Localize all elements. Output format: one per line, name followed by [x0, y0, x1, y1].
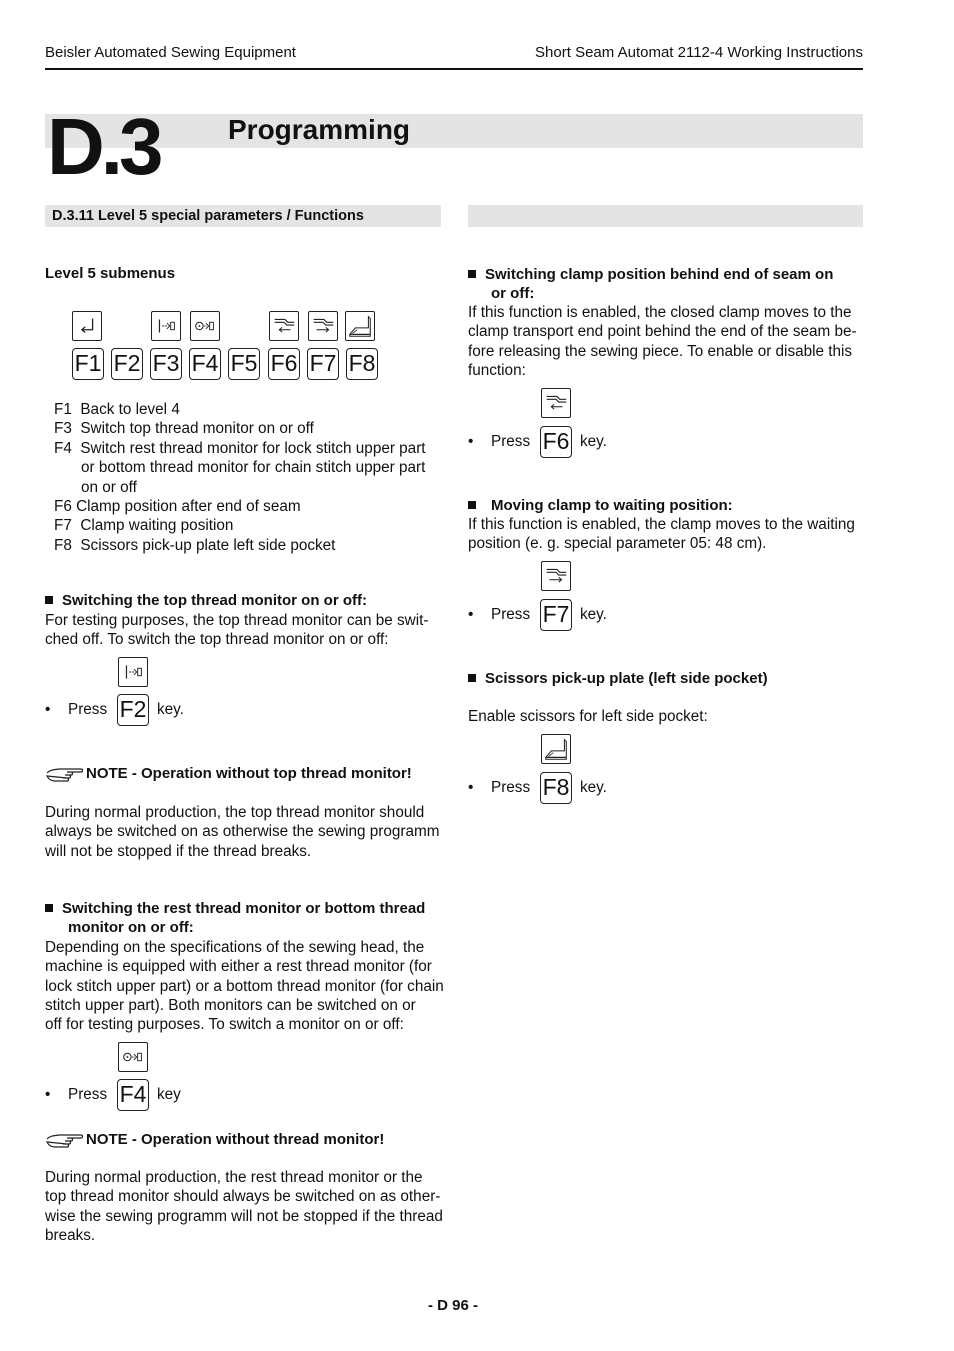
function-item: F4 Switch rest thread monitor for lock stitch upper part: [54, 439, 426, 457]
key-f4[interactable]: F4: [189, 348, 221, 380]
rest-monitor-suffix: key: [157, 1086, 181, 1103]
note1-heading: NOTE - Operation without top thread monitor!: [86, 765, 412, 782]
rest-monitor-body: Depending on the specifications of the sewing head, the machine is equipped with either a rest thread monitor (for lock stitch upper part) or a bottom thread monitor (for chain stitch upper part). Both monitors can be switched on or off for testing purposes. To switch a monitor on or off:: [45, 939, 444, 1034]
top-monitor-suffix: key.: [157, 701, 184, 718]
scissors-bullet: •: [468, 779, 474, 796]
key-f7[interactable]: F7: [307, 348, 339, 380]
rest-thread-monitor-icon: [190, 311, 220, 341]
key-f4[interactable]: F4: [117, 1079, 149, 1111]
return-icon: [72, 311, 102, 341]
clamp-wait-body: If this function is enabled, the clamp moves to the waiting position (e. g. special parameter 05: 48 cm).: [468, 516, 855, 553]
rest-thread-monitor-icon: [118, 1042, 148, 1072]
note2-body: During normal production, the rest thread monitor or the top thread monitor should always be switched on as other- wise the sewing programm will not be stopped if the thread breaks.: [45, 1169, 443, 1244]
scissors-plate-icon: [345, 311, 375, 341]
scissors-plate-icon: [541, 734, 571, 764]
key-f8[interactable]: F8: [346, 348, 378, 380]
top-monitor-heading: Switching the top thread monitor on or off:: [45, 591, 445, 610]
chapter-band: [45, 114, 863, 148]
top-thread-monitor-icon: [118, 657, 148, 687]
function-item: F6 Clamp position after end of seam: [54, 498, 301, 516]
submenus-heading: Level 5 submenus: [45, 265, 176, 282]
scissors-heading: Scissors pick-up plate (left side pocket): [468, 669, 868, 688]
clamp-end-heading: Switching clamp position behind end of seam on or off:: [468, 265, 891, 304]
clamp-wait-bullet: •: [468, 606, 474, 623]
clamp-end-press: Press: [491, 433, 531, 450]
header-rule: [45, 68, 863, 70]
rest-monitor-bullet: •: [45, 1086, 51, 1103]
rest-monitor-heading: Switching the rest thread monitor or bottom thread monitor on or off:: [45, 899, 468, 938]
clamp-end-position-icon: [269, 311, 299, 341]
clamp-wait-press: Press: [491, 606, 531, 623]
function-item: F7 Clamp waiting position: [54, 517, 234, 535]
clamp-end-body: If this function is enabled, the closed clamp moves to the clamp transport end point behind the end of the seam be- fore releasing the sewing piece. To enable or disable this function:: [468, 304, 857, 379]
top-monitor-press: Press: [68, 701, 108, 718]
key-f6[interactable]: F6: [268, 348, 300, 380]
clamp-waiting-icon: [541, 561, 571, 591]
chapter-number: D.3: [47, 102, 160, 191]
pointing-hand-icon: [45, 1130, 85, 1150]
clamp-waiting-icon: [308, 311, 338, 341]
function-item: F3 Switch top thread monitor on or off: [54, 420, 314, 438]
header-left: Beisler Automated Sewing Equipment: [45, 44, 296, 61]
key-f1[interactable]: F1: [72, 348, 104, 380]
clamp-end-suffix: key.: [580, 433, 607, 450]
pointing-hand-icon: [45, 764, 85, 784]
function-item: F1 Back to level 4: [54, 401, 180, 418]
clamp-wait-suffix: key.: [580, 606, 607, 623]
scissors-suffix: key.: [580, 779, 607, 796]
chapter-title: Programming: [228, 114, 411, 145]
top-thread-monitor-icon: [151, 311, 181, 341]
function-item: F8 Scissors pick-up plate left side pocket: [54, 536, 336, 554]
clamp-wait-heading: Moving clamp to waiting position:: [468, 496, 868, 515]
key-f3[interactable]: F3: [150, 348, 182, 380]
function-item-continued: or bottom thread monitor for chain stitch upper part: [81, 459, 426, 477]
clamp-end-position-icon: [541, 388, 571, 418]
top-monitor-body: For testing purposes, the top thread monitor can be swit- ched off. To switch the top thread monitor on or off:: [45, 612, 429, 649]
key-f5[interactable]: F5: [228, 348, 260, 380]
function-list: [54, 400, 426, 555]
header-right: Short Seam Automat 2112-4 Working Instructions: [535, 44, 863, 61]
key-f2[interactable]: F2: [117, 694, 149, 726]
key-f6[interactable]: F6: [540, 426, 572, 458]
function-item-continued: on or off: [81, 478, 137, 496]
key-f8[interactable]: F8: [540, 772, 572, 804]
scissors-press: Press: [491, 779, 531, 796]
rest-monitor-press: Press: [68, 1086, 108, 1103]
note2-heading: NOTE - Operation without thread monitor!: [86, 1131, 385, 1148]
scissors-body: Enable scissors for left side pocket:: [468, 708, 708, 725]
key-f7[interactable]: F7: [540, 599, 572, 631]
page-number: - D 96 -: [427, 1297, 478, 1314]
section-band-right: [468, 205, 863, 227]
clamp-end-bullet: •: [468, 433, 474, 450]
note1-body: During normal production, the top thread monitor should always be switched on as otherwise the sewing programm will not be stopped if the thread breaks.: [45, 804, 440, 860]
top-monitor-bullet: •: [45, 701, 51, 718]
section-title: D.3.11 Level 5 special parameters / Functions: [52, 208, 364, 224]
key-f2[interactable]: F2: [111, 348, 143, 380]
